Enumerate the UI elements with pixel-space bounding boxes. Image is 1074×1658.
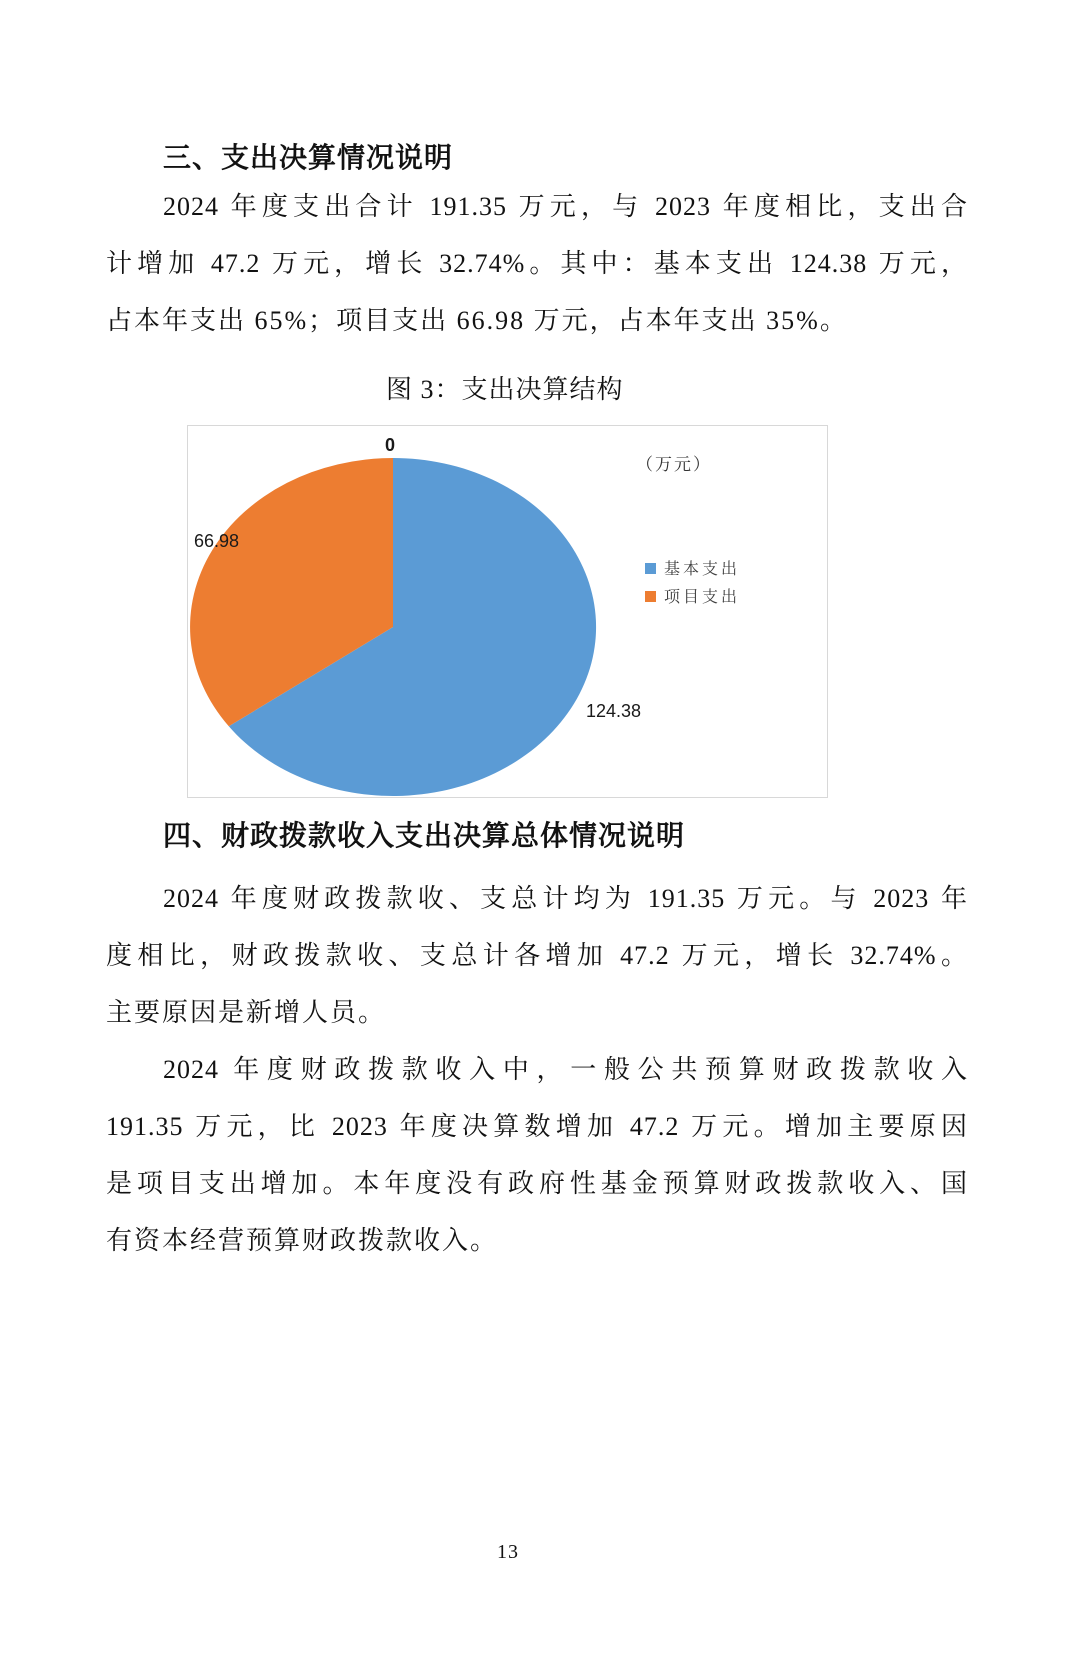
figure-caption: 图 3：支出决算结构: [386, 375, 624, 404]
pie-label-zero: 0: [384, 435, 396, 455]
pie-label-basic-value: 124.38: [586, 701, 642, 721]
paragraph-line: 191.35 万元，比 2023 年度决算数增加 47.2 万元。增加主要原因: [106, 1112, 968, 1141]
paragraph-line: 主要原因是新增人员。: [106, 998, 387, 1027]
section4-paragraph-1: [106, 870, 968, 1041]
legend-swatch-project: [645, 591, 656, 602]
paragraph-line: 度相比，财政拨款收、支总计各增加 47.2 万元，增长 32.74%。: [106, 941, 968, 970]
document-page: [0, 138, 1074, 1658]
paragraph-line: 2024 年度支出合计 191.35 万元，与 2023 年度相比，支出合: [163, 192, 968, 221]
paragraph-line: 有资本经营预算财政拨款收入。: [106, 1226, 499, 1255]
paragraph-line: 是项目支出增加。本年度没有政府性基金预算财政拨款收入、国: [106, 1169, 968, 1198]
pie-chart-frame: [187, 425, 828, 798]
paragraph-line: 占本年支出 65%；项目支出 66.98 万元，占本年支出 35%。: [106, 306, 848, 335]
section3-heading: 三、支出决算情况说明: [163, 142, 454, 173]
chart-unit-label: （万元）: [636, 455, 712, 474]
pie-label-project-value: 66.98: [194, 531, 240, 551]
section4-paragraph-2: [106, 1041, 968, 1269]
section3-paragraph: [106, 178, 968, 349]
chart-legend: [645, 560, 740, 606]
paragraph-line: 2024 年度财政拨款收、支总计均为 191.35 万元。与 2023 年: [163, 884, 968, 913]
legend-swatch-basic: [645, 563, 656, 574]
legend-label-project: 项目支出: [664, 589, 741, 606]
page-content: [0, 138, 1074, 1269]
pie-chart: [188, 426, 827, 797]
paragraph-line: 计增加 47.2 万元，增长 32.74%。其中：基本支出 124.38 万元，: [106, 249, 968, 278]
page-number: 13: [497, 1541, 519, 1563]
paragraph-line: 2024 年度财政拨款收入中，一般公共预算财政拨款收入: [163, 1055, 968, 1084]
legend-label-basic: 基本支出: [664, 561, 741, 578]
section4-heading: 四、财政拨款收入支出决算总体情况说明: [163, 820, 686, 851]
